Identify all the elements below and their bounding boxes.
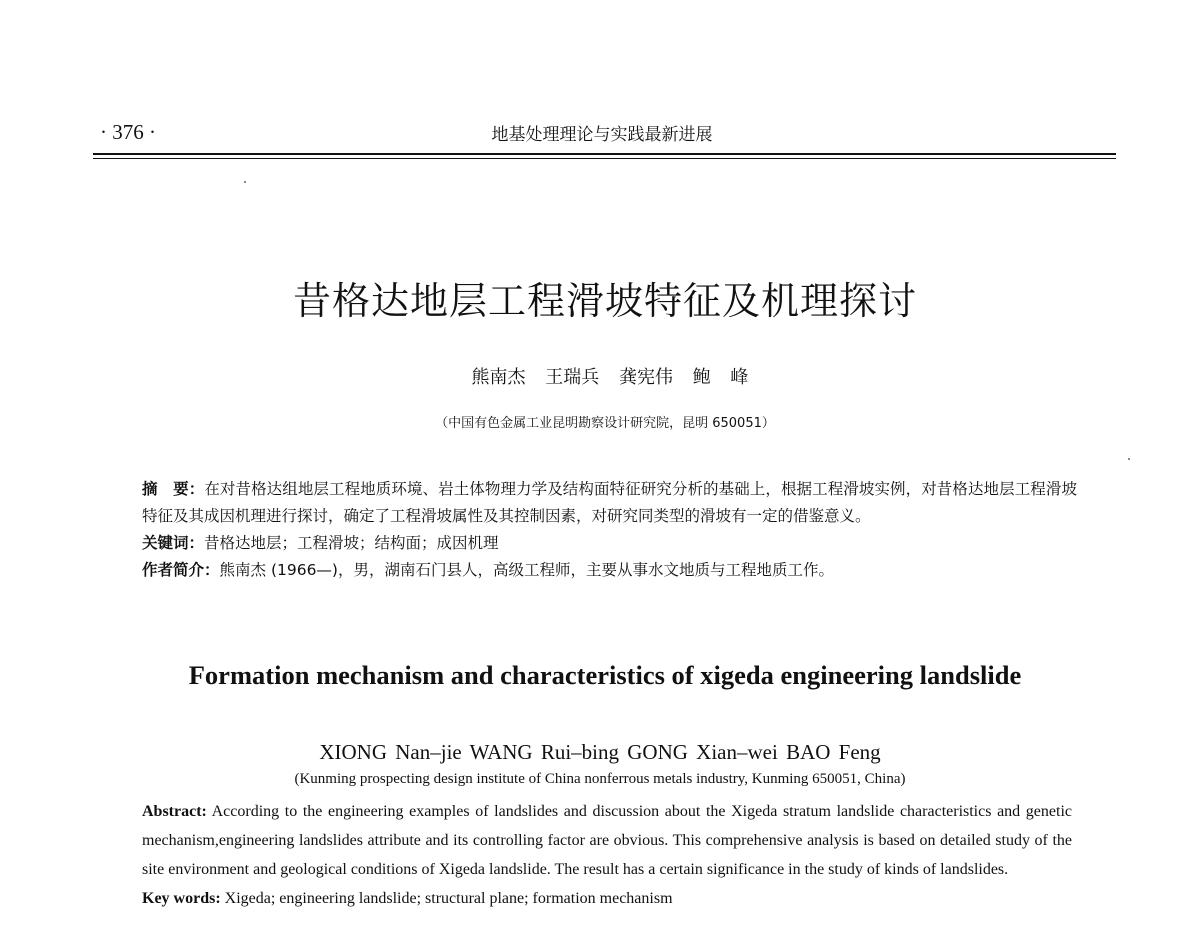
page-number: · 376 · <box>100 120 156 144</box>
author-bio-cn-text: 熊南杰 (1966—)，男，湖南石门县人，高级工程师，主要从事水文地质与工程地质工作。 <box>219 561 834 579</box>
keywords-cn <box>142 530 1077 557</box>
keywords-en <box>142 884 1072 913</box>
author-bio-cn <box>142 557 1077 584</box>
scan-speck <box>244 181 246 183</box>
keywords-cn-label: 关键词： <box>142 534 205 552</box>
header-rule-thick <box>93 153 1116 155</box>
journal-title-text: 地基处理理论与实践最新进展 <box>491 125 713 145</box>
keywords-cn-text: 昔格达地层；工程滑坡；结构面；成因机理 <box>204 534 499 552</box>
affiliation-cn: （中国有色金属工业昆明勘察设计研究院，昆明 650051） <box>435 416 775 431</box>
abstract-en-text: According to the engineering examples of landslides and discussion about the Xigeda stratum landslide characteristics and genetic mechanism,engineering landslides attribute and its controlling factor are obvious. This comprehensive analysis is based on detailed study of the site environment and geological conditions of Xigeda landslide. The result has a certain significance in the study of kinds of landslides. <box>142 803 1072 878</box>
keywords-en-label: Key words: <box>142 890 221 907</box>
scan-speck <box>1128 458 1130 460</box>
journal-title <box>0 120 1200 145</box>
abstract-cn-block <box>142 476 1077 584</box>
header-rule-thin <box>93 158 1116 159</box>
abstract-en <box>142 797 1072 884</box>
paper-title-en: Formation mechanism and characteristics of xigeda engineering landslide <box>188 660 1022 690</box>
keywords-en-text: Xigeda; engineering landslide; structural plane; formation mechanism <box>224 890 673 907</box>
abstract-cn-text: 在对昔格达组地层工程地质环境、岩土体物理力学及结构面特征研究分析的基础上，根据工程滑坡实例，对昔格达地层工程滑坡特征及其成因机理进行探讨，确定了工程滑坡属性及其控制因素，对研究同类型的滑坡有一定的借鉴意义。 <box>142 480 1077 525</box>
author-bio-cn-label: 作者简介： <box>142 561 220 579</box>
authors-en: XIONG Nan–jie WANG Rui–bing GONG Xian–wei BAO Feng <box>319 740 881 764</box>
abstract-cn-label: 摘 要： <box>142 480 205 498</box>
authors-cn: 熊南杰 王瑞兵 龚宪伟 鲍 峰 <box>471 367 749 388</box>
abstract-en-block <box>142 797 1072 913</box>
paper-title-cn: 昔格达地层工程滑坡特征及机理探讨 <box>292 279 917 323</box>
abstract-cn <box>142 476 1077 530</box>
affiliation-en: (Kunming prospecting design institute of China nonferrous metals industry, Kunming 650051, China) <box>294 771 906 787</box>
abstract-en-label: Abstract: <box>142 803 207 820</box>
